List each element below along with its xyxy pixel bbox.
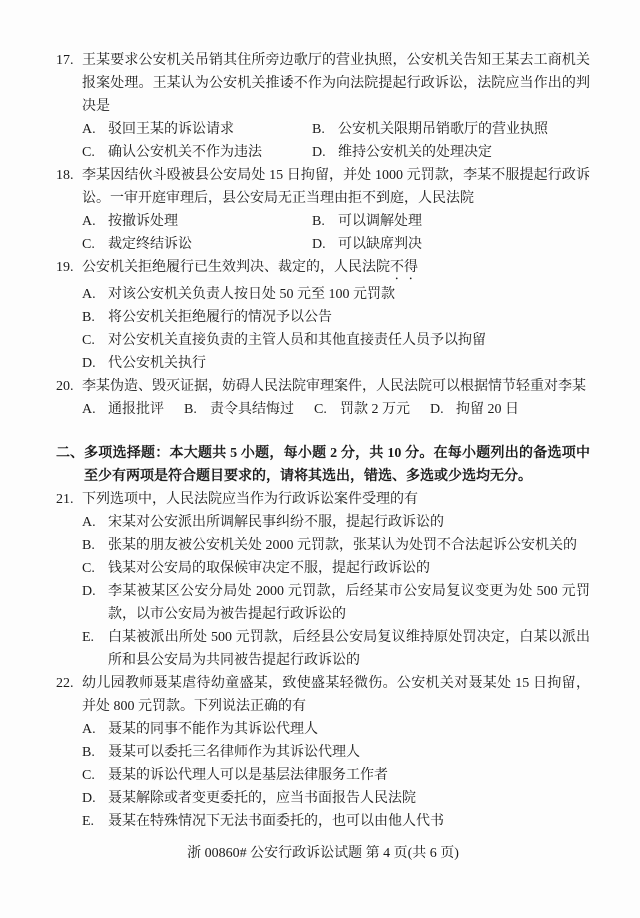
stem-text: 公安机关拒绝履行已生效判决、裁定的，人民法院 <box>82 260 390 275</box>
section-instructions: 多项选择题：本大题共 5 小题，每小题 2 分，共 10 分。在每小题列出的备选项中至少有两项是符合题目要求的，请将其选出，错选、多选或少选均无分。 <box>84 446 590 484</box>
option-text: 代公安机关执行 <box>108 356 206 371</box>
option-label: D. <box>430 402 444 417</box>
option-row <box>82 118 312 141</box>
option-text: 拘留 20 日 <box>456 402 519 417</box>
option-label: D. <box>312 145 326 160</box>
question-body <box>82 256 590 375</box>
option-row <box>184 398 294 421</box>
option-text: 对公安机关直接负责的主管人员和其他直接责任人员予以拘留 <box>108 333 486 348</box>
question-body <box>82 672 590 833</box>
option-row <box>82 534 590 557</box>
option-label: B. <box>312 122 325 137</box>
question-stem: 李某因结伙斗殴被县公安局处 15 日拘留，并处 1000 元罚款，李某不服提起行政诉讼。一审开庭审理后，县公安局无正当理由拒不到庭，人民法院 <box>82 168 590 206</box>
option-text: 聂某在特殊情况下无法书面委托的，也可以由他人代书 <box>108 814 444 829</box>
option-text: 确认公安机关不作为违法 <box>108 145 262 160</box>
question-20 <box>56 375 590 421</box>
question-stem: 李某伪造、毁灭证据，妨碍人民法院审理案件，人民法院可以根据情节轻重对李某 <box>82 379 586 394</box>
option-label: D. <box>82 584 96 599</box>
option-text: 李某被某区公安分局处 2000 元罚款，后经某市公安局复议变更为处 500 元罚款，以市公安局为被告提起行政诉讼的 <box>108 584 590 622</box>
option-label: C. <box>314 402 327 417</box>
option-text: 聂某的诉讼代理人可以是基层法律服务工作者 <box>108 768 388 783</box>
question-stem: 王某要求公安机关吊销其住所旁边歌厅的营业执照，公安机关告知王某去工商机关报案处理。王某认为公安机关推诿不作为向法院提起行政诉讼，法院应当作出的判决是 <box>82 53 590 114</box>
option-label: C. <box>82 768 95 783</box>
option-row <box>82 810 590 833</box>
option-label: A. <box>82 122 96 137</box>
option-row <box>312 233 590 256</box>
options <box>82 718 590 833</box>
option-row <box>82 626 590 672</box>
option-row <box>82 141 312 164</box>
question-17 <box>56 49 590 164</box>
option-label: A. <box>82 214 96 229</box>
question-number: 19. <box>56 260 74 275</box>
option-text: 按撤诉处理 <box>108 214 178 229</box>
option-text: 将公安机关拒绝履行的情况予以公告 <box>108 310 332 325</box>
option-label: A. <box>82 287 96 302</box>
question-stem: 幼儿园教师聂某虐待幼童盛某，致使盛某轻微伤。公安机关对聂某处 15 日拘留，并处 800 元罚款。下列说法正确的有 <box>82 676 590 714</box>
question-number: 22. <box>56 676 74 691</box>
option-text: 聂某可以委托三名律师作为其诉讼代理人 <box>108 745 360 760</box>
question-19 <box>56 256 590 375</box>
options <box>82 283 590 375</box>
option-row <box>82 787 590 810</box>
option-row <box>314 398 410 421</box>
option-label: B. <box>184 402 197 417</box>
option-row <box>82 764 590 787</box>
option-text: 维持公安机关的处理决定 <box>338 145 492 160</box>
option-text: 通报批评 <box>108 402 164 417</box>
option-text: 裁定终结诉讼 <box>108 237 192 252</box>
question-number: 20. <box>56 379 74 394</box>
option-row <box>82 329 590 352</box>
option-row <box>82 398 164 421</box>
option-text: 公安机关限期吊销歌厅的营业执照 <box>338 122 548 137</box>
options <box>82 210 590 256</box>
option-text: 对该公安机关负责人按日处 50 元至 100 元罚款 <box>108 287 395 302</box>
page-footer: 浙 00860# 公安行政诉讼试题 第 4 页(共 6 页) <box>187 846 459 861</box>
question-number: 18. <box>56 168 74 183</box>
option-text: 张某的朋友被公安机关处 2000 元罚款，张某认为处罚不合法起诉公安机关的 <box>108 538 577 553</box>
option-label: D. <box>312 237 326 252</box>
option-row <box>82 557 590 580</box>
option-label: C. <box>82 561 95 576</box>
option-row <box>82 741 590 764</box>
stem-emphasized-text: 不得 <box>390 260 418 275</box>
question-stem <box>82 256 590 283</box>
option-row <box>430 398 519 421</box>
question-body <box>82 375 590 421</box>
option-label: B. <box>82 745 95 760</box>
question-number: 21. <box>56 492 74 507</box>
option-row <box>82 352 590 375</box>
option-text: 聂某解除或者变更委托的，应当书面报告人民法院 <box>108 791 416 806</box>
option-text: 宋某对公安派出所调解民事纠纷不服，提起行政诉讼的 <box>108 515 444 530</box>
option-label: A. <box>82 722 96 737</box>
option-text: 聂某的同事不能作为其诉讼代理人 <box>108 722 318 737</box>
option-text: 白某被派出所处 500 元罚款，后经县公安局复议维持原处罚决定，白某以派出所和县公安局为共同被告提起行政诉讼的 <box>108 630 590 668</box>
options <box>82 511 590 672</box>
question-body <box>82 164 590 256</box>
option-label: C. <box>82 145 95 160</box>
option-row <box>82 210 312 233</box>
question-body <box>82 49 590 164</box>
option-text: 钱某对公安局的取保候审决定不服，提起行政诉讼的 <box>108 561 430 576</box>
option-label: B. <box>82 538 95 553</box>
option-row <box>82 580 590 626</box>
option-row <box>82 233 312 256</box>
option-row <box>312 210 590 233</box>
option-row <box>82 718 590 741</box>
option-row <box>312 118 590 141</box>
option-label: A. <box>82 402 96 417</box>
option-label: E. <box>82 630 95 645</box>
option-label: B. <box>82 310 95 325</box>
option-label: B. <box>312 214 325 229</box>
option-text: 可以调解处理 <box>338 214 422 229</box>
question-22 <box>56 672 590 833</box>
question-stem: 下列选项中，人民法院应当作为行政诉讼案件受理的有 <box>82 492 418 507</box>
option-text: 罚款 2 万元 <box>340 402 410 417</box>
question-18 <box>56 164 590 256</box>
option-text: 可以缺席判决 <box>338 237 422 252</box>
option-label: E. <box>82 814 95 829</box>
option-label: C. <box>82 333 95 348</box>
option-label: A. <box>82 515 96 530</box>
options <box>82 118 590 164</box>
option-row <box>82 306 590 329</box>
section-two-heading <box>56 442 590 488</box>
question-21 <box>56 488 590 672</box>
section-label: 二、 <box>56 446 84 461</box>
option-text: 责令具结悔过 <box>210 402 294 417</box>
option-label: D. <box>82 356 96 371</box>
option-row <box>312 141 590 164</box>
question-number: 17. <box>56 53 74 68</box>
question-body <box>82 488 590 672</box>
options <box>82 398 590 421</box>
option-label: C. <box>82 237 95 252</box>
option-row <box>82 511 590 534</box>
option-row <box>82 283 590 306</box>
option-text: 驳回王某的诉讼请求 <box>108 122 234 137</box>
option-label: D. <box>82 791 96 806</box>
